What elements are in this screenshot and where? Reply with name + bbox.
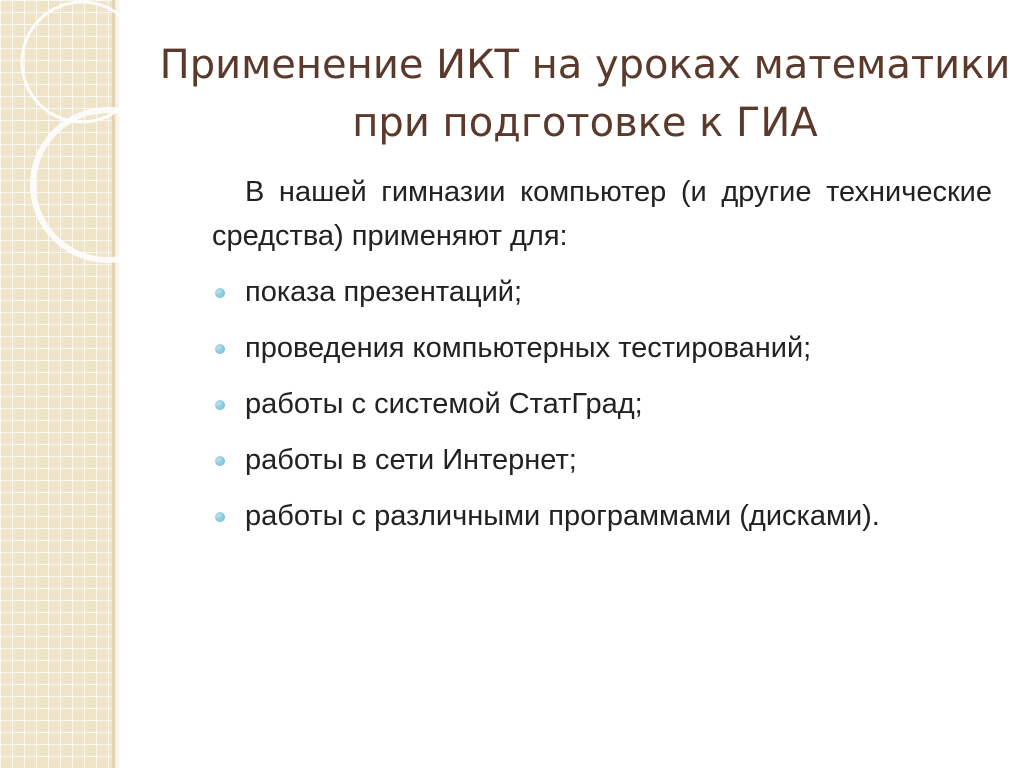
intro-paragraph: В нашей гимназии компьютер (и другие технические средства) применяют для:: [212, 176, 992, 252]
decorative-rings: [0, 0, 150, 320]
bullet-icon: [215, 344, 225, 354]
bullet-icon: [215, 400, 225, 410]
list-item-text: работы с различными программами (дисками).: [245, 500, 880, 532]
list-item-text: показа презентаций;: [245, 276, 523, 308]
list-item-text: проведения компьютерных тестирований;: [245, 332, 812, 364]
slide-title: Применение ИКТ на уроках математики при подготовке к ГИА: [159, 42, 1011, 146]
list-item: [212, 382, 992, 426]
list-item: [212, 494, 992, 538]
list-item: [212, 326, 992, 370]
bullet-icon: [215, 288, 225, 298]
list-item-text: работы в сети Интернет;: [245, 444, 577, 476]
decorative-ring-top: [22, 2, 142, 122]
bullet-icon: [215, 456, 225, 466]
list-item-text: работы с системой СтатГрад;: [245, 388, 643, 420]
bullet-list: [212, 270, 992, 538]
slide-body: [212, 170, 992, 550]
decorative-ring-bottom: [33, 110, 150, 260]
list-item: [212, 270, 992, 314]
bullet-icon: [215, 512, 225, 522]
list-item: [212, 438, 992, 482]
